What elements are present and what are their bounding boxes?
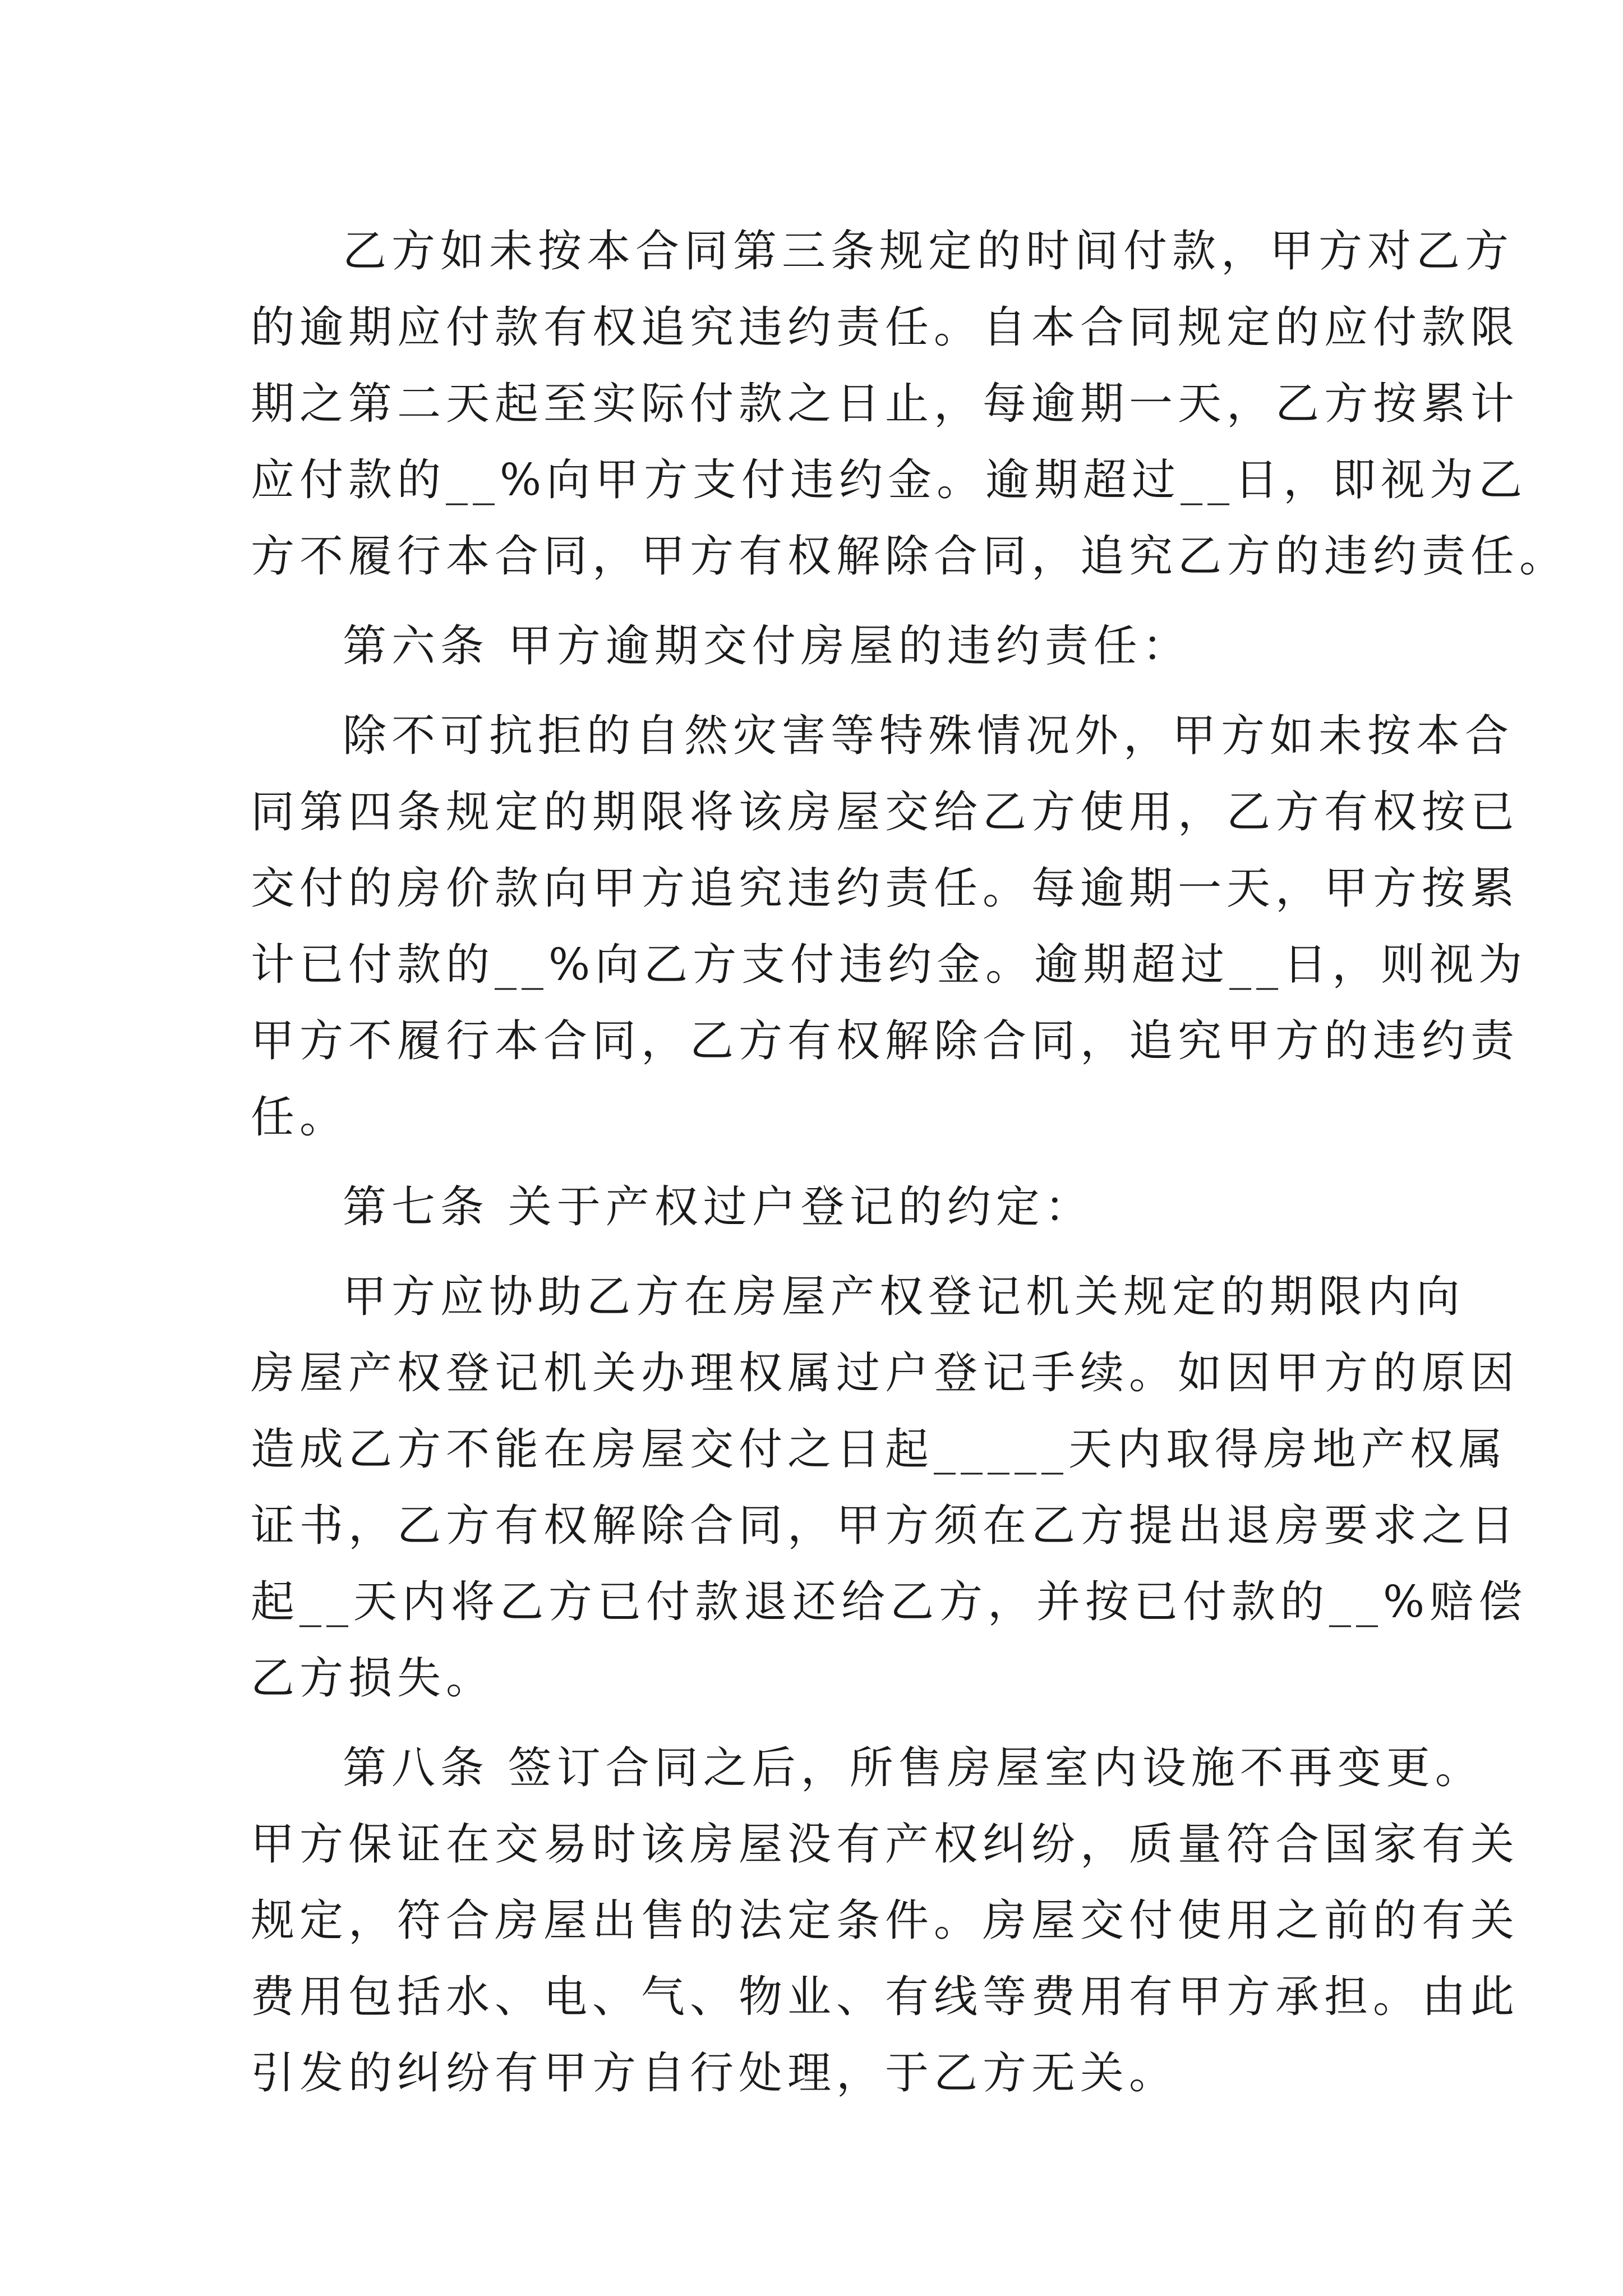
paragraph-late-payment	[251, 213, 1569, 595]
text-line: 甲方不履行本合同，乙方有权解除合同，追究甲方的违约责	[251, 1016, 1520, 1066]
text-line: 应付款的__%向甲方支付违约金。逾期超过__日，即视为乙	[251, 455, 1528, 505]
paragraph-title-transfer	[251, 1259, 1528, 1717]
paragraph-article-8	[251, 1730, 1520, 2111]
text-line: 造成乙方不能在房屋交付之日起_____天内取得房地产权属	[251, 1424, 1508, 1475]
text-line: 第七条 关于产权过户登记的约定：	[343, 1182, 1094, 1232]
text-line: 第八条 签订合同之后，所售房屋室内设施不再变更。	[343, 1743, 1484, 1793]
text-line: 房屋产权登记机关办理权属过户登记手续。如因甲方的原因	[251, 1348, 1520, 1398]
text-line: 乙方损失。	[251, 1653, 495, 1704]
text-line: 引发的纠纷有甲方自行处理，于乙方无关。	[251, 2048, 1178, 2099]
article-7-heading	[251, 1169, 1395, 1245]
article-6-heading	[251, 608, 1395, 684]
text-line: 任。	[251, 1092, 349, 1143]
document-page	[251, 213, 1569, 2111]
text-line: 第六条 甲方逾期交付房屋的违约责任：	[343, 621, 1191, 671]
text-line: 乙方如未按本合同第三条规定的时间付款，甲方对乙方	[343, 226, 1514, 277]
text-line: 起__天内将乙方已付款退还给乙方，并按已付款的__%赔偿	[251, 1577, 1528, 1627]
text-line: 方不履行本合同，甲方有权解除合同，追究乙方的违约责任。	[251, 531, 1569, 582]
text-line: 的逾期应付款有权追究违约责任。自本合同规定的应付款限	[251, 302, 1520, 353]
text-line: 规定，符合房屋出售的法定条件。房屋交付使用之前的有关	[251, 1895, 1520, 1946]
text-line: 除不可抗拒的自然灾害等特殊情况外，甲方如未按本合	[343, 711, 1514, 761]
text-line: 证书，乙方有权解除合同，甲方须在乙方提出退房要求之日	[251, 1501, 1520, 1551]
text-line: 甲方应协助乙方在房屋产权登记机关规定的期限内向	[343, 1272, 1465, 1322]
text-line: 费用包括水、电、气、物业、有线等费用有甲方承担。由此	[251, 1972, 1520, 2022]
text-line: 期之第二天起至实际付款之日止，每逾期一天，乙方按累计	[251, 379, 1520, 429]
text-line: 交付的房价款向甲方追究违约责任。每逾期一天，甲方按累	[251, 863, 1520, 914]
text-line: 甲方保证在交易时该房屋没有产权纠纷，质量符合国家有关	[251, 1819, 1520, 1870]
text-line: 计已付款的__%向乙方支付违约金。逾期超过__日，则视为	[251, 940, 1528, 990]
paragraph-late-delivery	[251, 698, 1528, 1156]
text-line: 同第四条规定的期限将该房屋交给乙方使用，乙方有权按已	[251, 787, 1520, 838]
